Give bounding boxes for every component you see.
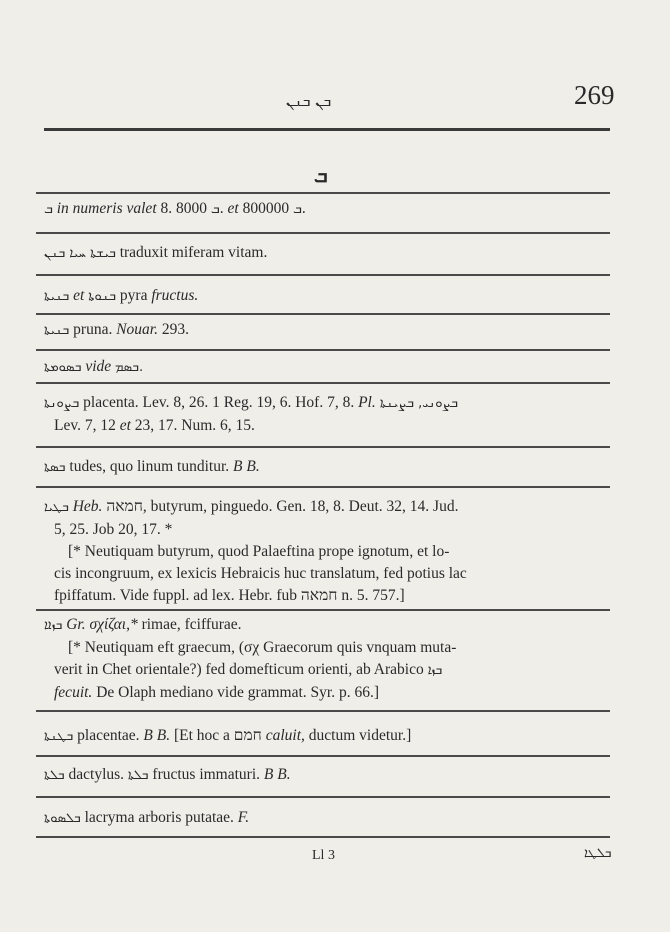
dictionary-entry bbox=[44, 198, 616, 221]
entry-text: fructus immaturi. bbox=[148, 766, 264, 783]
syriac-headword: ܒܢܝܬܐ bbox=[44, 323, 70, 338]
syriac-headword: ܒ bbox=[44, 202, 53, 217]
catchword: ܒܠܛܐ bbox=[584, 846, 612, 861]
footnote-text: cis incongruum, ex lexicis Hebraicis huc translatum, fed potius lac bbox=[54, 565, 467, 582]
syriac-word: ܒ bbox=[210, 202, 220, 217]
entry-text: placenta. Lev. 8, 26. 1 Reg. 19, 6. Hof. 7, 8. bbox=[79, 394, 359, 411]
entry-text: lacryma arboris putatae. bbox=[80, 809, 238, 826]
entry-divider bbox=[36, 313, 610, 315]
entry-divider bbox=[36, 349, 610, 351]
footnote-text: [* Neutiquam eft graecum, (σχ Graecorum quis vnquam muta- bbox=[68, 639, 457, 656]
syriac-headword: ܒܢܝܬܐ bbox=[44, 289, 70, 304]
dictionary-entry bbox=[44, 614, 616, 704]
dictionary-entry bbox=[44, 496, 616, 607]
syriac-headword: ܒܣܬܐ bbox=[44, 460, 66, 475]
entry-text: Lev. 7, 12 bbox=[54, 417, 120, 434]
footnote-line bbox=[44, 563, 616, 585]
entry-italic: Nouar. bbox=[116, 321, 158, 338]
entry-divider bbox=[36, 192, 610, 194]
entry-text: 8000. bbox=[176, 200, 228, 217]
entry-italic: et bbox=[119, 417, 131, 434]
syriac-word: ܒܨܘܢܝ, ܒܨܝܢܬܐ bbox=[375, 396, 459, 411]
syriac-word: ܒ bbox=[292, 202, 302, 217]
syriac-headword: ܒܣܘܡܬܐ bbox=[44, 360, 82, 375]
syriac-headword: ܒܠܬܐ bbox=[44, 768, 65, 783]
entry-line bbox=[44, 415, 616, 437]
entry-divider bbox=[36, 796, 610, 798]
entry-text: pyra bbox=[116, 287, 152, 304]
entry-line bbox=[44, 356, 616, 379]
entry-text: placentae. bbox=[73, 727, 144, 744]
entry-line bbox=[44, 614, 616, 637]
entry-divider bbox=[36, 609, 610, 611]
entry-line bbox=[44, 242, 616, 265]
syriac-word: ܒܠܬܐ bbox=[127, 768, 149, 783]
entry-text: 5, 25. Job 20, 17. * bbox=[54, 521, 173, 538]
entry-line bbox=[44, 725, 616, 748]
entry-text: pruna. bbox=[69, 321, 117, 338]
dictionary-entry bbox=[44, 319, 616, 342]
entry-text: 293. bbox=[158, 321, 189, 338]
entry-italic: B B. bbox=[233, 458, 260, 475]
dictionary-entry bbox=[44, 456, 616, 479]
footnote-italic: fecuit. bbox=[54, 684, 93, 701]
entry-italic: Pl. bbox=[358, 394, 376, 411]
entry-line bbox=[44, 285, 616, 308]
footnote-text: [* Neutiquam butyrum, quod Palaeftina prope ignotum, et lo- bbox=[68, 543, 450, 560]
entry-text: 800000. bbox=[242, 200, 306, 217]
entry-italic: B B. bbox=[263, 766, 291, 783]
entry-line bbox=[44, 456, 616, 479]
dictionary-entry bbox=[44, 764, 616, 787]
entry-divider bbox=[36, 274, 610, 276]
entry-text: חמאה, butyrum, pinguedo. Gen. 18, 8. Deut. 32, 14. Jud. bbox=[102, 498, 459, 515]
dictionary-entry bbox=[44, 392, 616, 437]
entry-text: traduxit miferam vitam. bbox=[115, 244, 268, 261]
dictionary-entry bbox=[44, 285, 616, 308]
footnote-line bbox=[44, 541, 616, 563]
header-rule bbox=[44, 128, 610, 131]
footnote-text: De Olaph mediano vide grammat. Syr. p. 66.] bbox=[92, 684, 380, 701]
syriac-word: ܒܣܡ. bbox=[115, 360, 144, 375]
entry-line bbox=[44, 392, 616, 415]
entry-text: 23, 17. Num. 6, 15. bbox=[130, 417, 255, 434]
entry-italic: Gr. σχίζαι,* bbox=[62, 616, 138, 633]
entry-text: 8. bbox=[160, 200, 176, 217]
entry-text: ductum videtur.] bbox=[304, 727, 412, 744]
footnote-line bbox=[44, 682, 616, 704]
page-number: 269 bbox=[574, 80, 615, 110]
entry-italic: in numeris valet bbox=[52, 200, 161, 217]
syriac-word: ܒܢܘܬܐ bbox=[88, 289, 117, 304]
entry-divider bbox=[36, 755, 610, 757]
syriac-word: ܒܙܐ bbox=[427, 663, 443, 678]
entry-line bbox=[44, 764, 616, 787]
entry-text: rimae, fciffurae. bbox=[137, 616, 242, 633]
footnote-text: verit in Chet orientale?) fed domefticum orienti, ab Arabico bbox=[54, 661, 428, 678]
entry-line bbox=[44, 807, 616, 830]
entry-divider bbox=[36, 710, 610, 712]
entry-line bbox=[44, 519, 616, 541]
entry-divider bbox=[36, 232, 610, 234]
syriac-headword: ܒܝܫܬܐ ܚܝܐ ܒܢܢ bbox=[44, 246, 116, 261]
footnote-line bbox=[44, 659, 616, 682]
dictionary-entry bbox=[44, 242, 616, 265]
syriac-headword: ܒܠܣܘܬܐ bbox=[44, 811, 81, 826]
syriac-headword: ܒܙܐܐ bbox=[44, 618, 63, 633]
dictionary-entry bbox=[44, 356, 616, 379]
entry-line bbox=[44, 319, 616, 342]
entry-text: [Et hoc a חמם bbox=[170, 727, 266, 744]
entry-text: tudes, quo linum tunditur. bbox=[65, 458, 234, 475]
entry-italic: vide bbox=[81, 358, 116, 375]
entry-italic: fructus. bbox=[151, 287, 199, 304]
running-head: ܒܢ ܒܢܢ bbox=[286, 92, 332, 110]
entry-italic: et bbox=[227, 200, 243, 217]
footnote-text: fpiffatum. Vide fuppl. ad lex. Hebr. fub חמאה n. 5. 757.] bbox=[54, 587, 405, 604]
entry-divider bbox=[36, 486, 610, 488]
syriac-headword: ܒܛܝܐ bbox=[44, 500, 69, 515]
entry-italic: caluit, bbox=[265, 727, 305, 744]
entry-line bbox=[44, 496, 616, 519]
syriac-headword: ܒܨܘܢܬܐ bbox=[44, 396, 80, 411]
signature-mark: Ll 3 bbox=[312, 848, 335, 863]
syriac-headword: ܒܛܢܬܐ bbox=[44, 729, 74, 744]
entry-divider bbox=[36, 836, 610, 838]
section-letter: ܒ bbox=[314, 163, 328, 187]
entry-text: dactylus. bbox=[64, 766, 128, 783]
dictionary-entry bbox=[44, 807, 616, 830]
footnote-line bbox=[44, 637, 616, 659]
entry-italic: et bbox=[69, 287, 89, 304]
entry-italic: B B. bbox=[143, 727, 171, 744]
entry-divider bbox=[36, 446, 610, 448]
entry-line bbox=[44, 198, 616, 221]
footnote-line bbox=[44, 585, 616, 607]
entry-italic: Heb. bbox=[68, 498, 103, 515]
entry-divider bbox=[36, 382, 610, 384]
dictionary-entry bbox=[44, 725, 616, 748]
entry-italic: F. bbox=[237, 809, 250, 826]
